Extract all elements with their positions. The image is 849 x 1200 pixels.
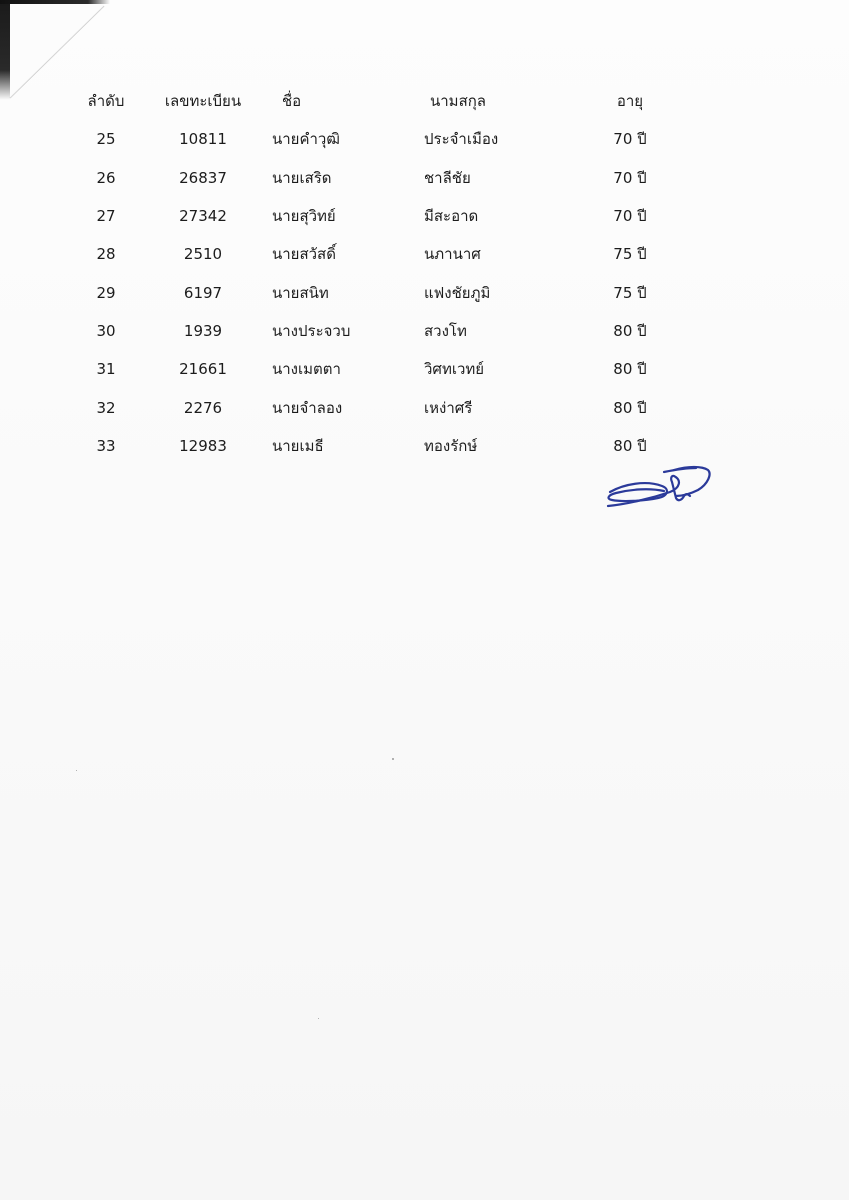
cell-name: นายสวัสดิ์: [272, 245, 336, 263]
paper-speck: [76, 770, 77, 771]
cell-registration: 1939: [183, 322, 223, 340]
cell-age: 75 ปี: [613, 284, 647, 302]
cell-no: 33: [96, 437, 116, 455]
cell-registration: 10811: [179, 130, 227, 148]
cell-age: 75 ปี: [613, 245, 647, 263]
header-registration: เลขทะเบียน: [164, 92, 242, 110]
table-row: [0, 124, 849, 154]
cell-age: 80 ปี: [613, 437, 647, 455]
table-row: [0, 431, 849, 461]
handwritten-signature: [604, 462, 716, 514]
cell-name: นายสนิท: [272, 284, 329, 302]
cell-age: 70 ปี: [613, 207, 647, 225]
cell-no: 32: [96, 399, 116, 417]
cell-registration: 6197: [183, 284, 223, 302]
cell-surname: สวงโท: [424, 322, 467, 340]
cell-no: 30: [96, 322, 116, 340]
folded-corner: [0, 0, 110, 100]
cell-surname: ชาลีชัย: [424, 169, 471, 187]
signature-strokes: [608, 467, 710, 506]
table-row: [0, 201, 849, 231]
cell-registration: 2276: [183, 399, 223, 417]
cell-registration: 26837: [179, 169, 227, 187]
cell-surname: นภานาศ: [424, 245, 481, 263]
cell-name: นางประจวบ: [272, 322, 351, 340]
cell-surname: วิศทเวทย์: [424, 360, 485, 378]
cell-age: 80 ปี: [613, 399, 647, 417]
cell-no: 29: [96, 284, 116, 302]
table-row: [0, 316, 849, 346]
cell-no: 28: [96, 245, 116, 263]
cell-no: 25: [96, 130, 116, 148]
corner-shadow-top: [0, 0, 110, 4]
paper-speck: [392, 758, 394, 760]
header-no: ลำดับ: [87, 92, 125, 110]
cell-registration: 21661: [179, 360, 227, 378]
cell-no: 27: [96, 207, 116, 225]
header-name: ชื่อ: [282, 92, 302, 110]
cell-registration: 2510: [183, 245, 223, 263]
table-row: [0, 163, 849, 193]
corner-shadow-left: [0, 0, 10, 100]
cell-no: 26: [96, 169, 116, 187]
corner-fold-crease: [0, 0, 110, 100]
cell-age: 80 ปี: [613, 360, 647, 378]
cell-surname: ประจำเมือง: [424, 130, 499, 148]
table-row: [0, 354, 849, 384]
cell-name: นายคำวุฒิ: [272, 130, 340, 148]
cell-name: นายจำลอง: [272, 399, 343, 417]
paper-speck: [318, 1018, 319, 1019]
cell-surname: ทองรักษ์: [424, 437, 478, 455]
cell-registration: 12983: [179, 437, 227, 455]
cell-registration: 27342: [179, 207, 227, 225]
cell-age: 80 ปี: [613, 322, 647, 340]
cell-surname: มีสะอาด: [424, 207, 479, 225]
header-surname: นามสกุล: [430, 92, 486, 110]
cell-surname: เหง่าศรี: [424, 399, 473, 417]
table-header-row: [0, 86, 849, 116]
cell-name: นางเมตตา: [272, 360, 341, 378]
cell-no: 31: [96, 360, 116, 378]
cell-name: นายเสริด: [272, 169, 332, 187]
table-row: [0, 393, 849, 423]
header-age: อายุ: [616, 92, 644, 110]
table-row: [0, 239, 849, 269]
cell-name: นายเมธี: [272, 437, 324, 455]
cell-surname: แฟงชัยภูมิ: [424, 284, 491, 302]
table-row: [0, 278, 849, 308]
cell-age: 70 ปี: [613, 169, 647, 187]
cell-age: 70 ปี: [613, 130, 647, 148]
cell-name: นายสุวิทย์: [272, 207, 336, 225]
